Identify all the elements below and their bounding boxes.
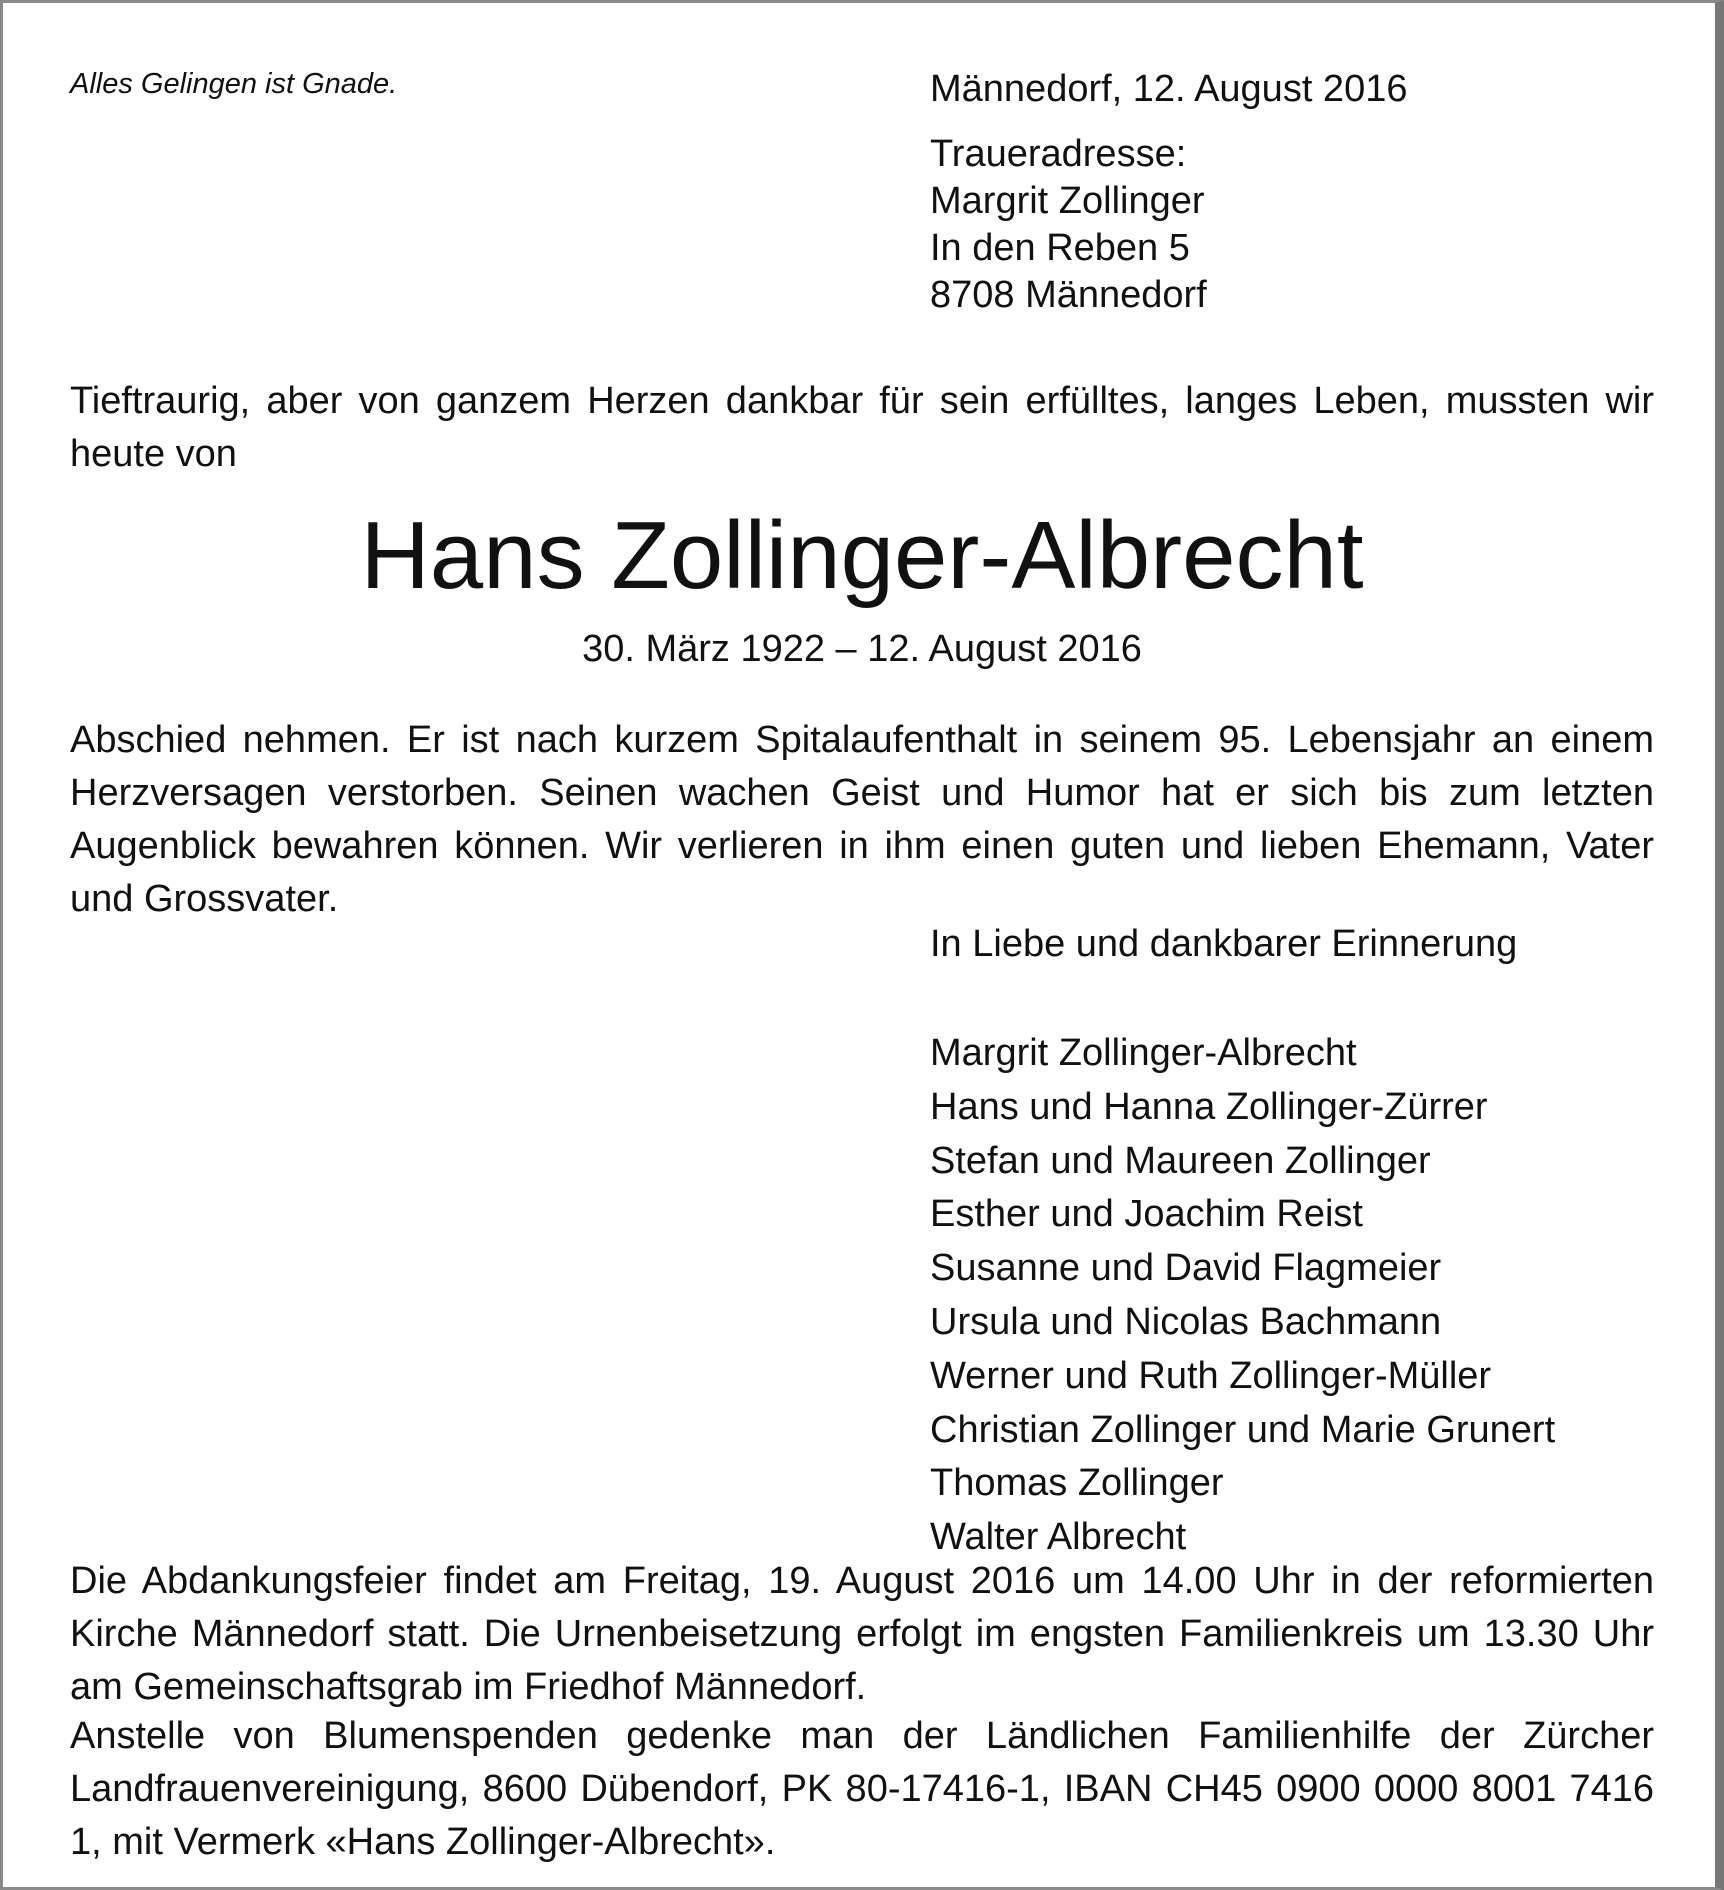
family-member: Stefan und Maureen Zollinger — [930, 1139, 1431, 1182]
family-member: Esther und Joachim Reist — [930, 1193, 1363, 1236]
family-member: Susanne und David Flagmeier — [930, 1247, 1442, 1290]
address-city: 8708 Männedorf — [930, 274, 1207, 316]
message-text: Abschied nehmen. Er ist nach kurzem Spitalaufenthalt in seinem 95. Lebensjahr an einem Herzversagen verstorben. Seinen wachen Geist und Humor hat er sich bis zum letzten Augenblick bewahren können. Wir verlieren in ihm einen guten und lieben Ehemann, Vater und Grossvater. — [70, 719, 1654, 920]
address-name: Margrit Zollinger — [930, 180, 1205, 222]
family-member: Thomas Zollinger — [930, 1462, 1224, 1505]
remembrance-line: In Liebe und dankbarer Erinnerung — [930, 923, 1518, 965]
deceased-name: Hans Zollinger-Albrecht — [360, 502, 1364, 609]
address-street: In den Reben 5 — [930, 227, 1190, 269]
motto: Alles Gelingen ist Gnade. — [70, 68, 398, 100]
family-member: Christian Zollinger und Marie Grunert — [930, 1408, 1556, 1451]
donation-text: Anstelle von Blumenspenden gedenke man der Ländlichen Familienhilfe der Zürcher Landfrauenvereinigung, 8600 Dübendorf, PK 80-17416-1, IBAN CH45 0900 0000 8001 7416 1, mit Vermerk «Hans Zollinger-Albrecht». — [70, 1715, 1654, 1863]
family-member: Walter Albrecht — [930, 1516, 1187, 1559]
intro-text: Tieftraurig, aber von ganzem Herzen dankbar für sein erfülltes, langes Leben, mussten wir heute von — [70, 380, 1654, 475]
life-dates: 30. März 1922 – 12. August 2016 — [582, 628, 1142, 670]
family-member: Werner und Ruth Zollinger-Müller — [930, 1354, 1492, 1397]
family-member: Margrit Zollinger-Albrecht — [930, 1032, 1357, 1074]
family-list — [930, 1027, 1555, 1565]
family-member: Ursula und Nicolas Bachmann — [930, 1300, 1442, 1343]
place-date: Männedorf, 12. August 2016 — [930, 68, 1408, 110]
address-heading: Traueradresse: — [930, 133, 1187, 175]
ceremony-text: Die Abdankungsfeier findet am Freitag, 19. August 2016 um 14.00 Uhr in der reformierten Kirche Männedorf statt. Die Urnenbeisetzung erfolgt im engsten Familienkreis um 13.30 Uhr am Gemeinschaftsgrab im Friedhof Männedorf. — [70, 1560, 1654, 1708]
family-member: Hans und Hanna Zollinger-Zürrer — [930, 1085, 1488, 1128]
